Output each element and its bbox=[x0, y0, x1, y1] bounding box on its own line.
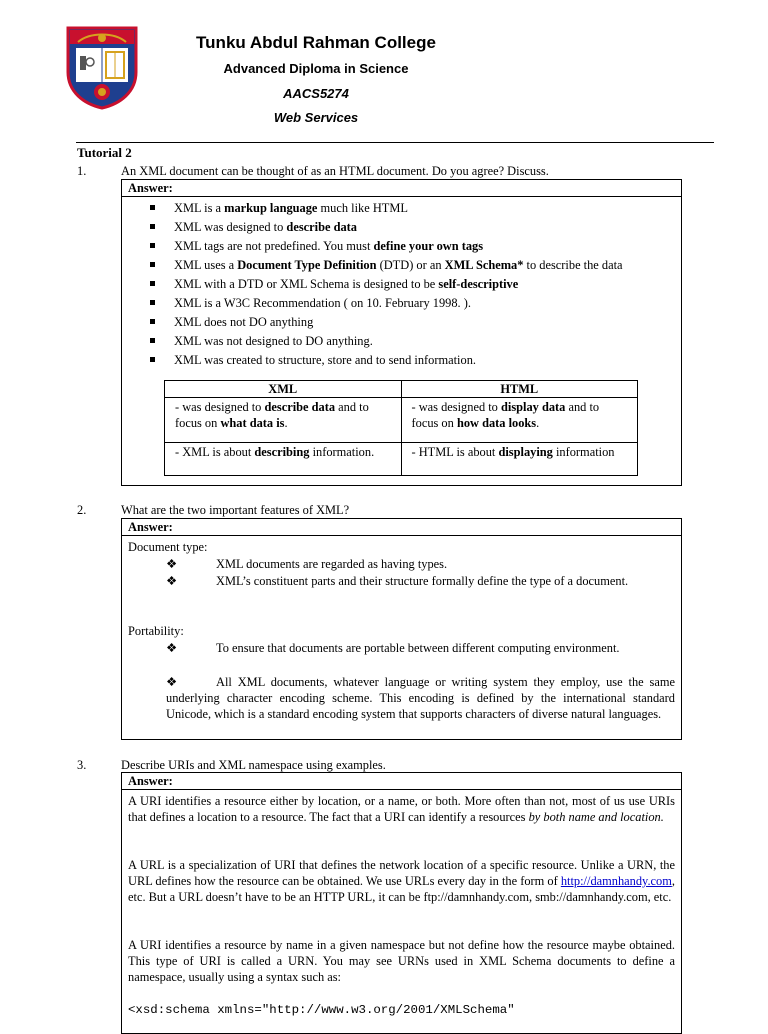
course-code: AACS5274 bbox=[283, 86, 349, 101]
diamond-bullet-icon: ❖ bbox=[166, 675, 178, 689]
square-bullet-icon bbox=[150, 319, 155, 324]
square-bullet-icon bbox=[150, 357, 155, 362]
question-3-number: 3. bbox=[77, 758, 87, 772]
college-crest-logo bbox=[66, 26, 138, 110]
question-1-text: An XML document can be thought of as an HTML document. Do you agree? Discuss. bbox=[121, 164, 549, 178]
table-header-xml: XML bbox=[165, 381, 402, 398]
answer-box-2 bbox=[121, 518, 682, 740]
doc-type-label: Document type: bbox=[128, 540, 208, 554]
doc-type-item-1: ❖ XML documents are regarded as having types. bbox=[166, 557, 448, 571]
portability-item-1: ❖ To ensure that documents are portable between different computing environment. bbox=[166, 641, 620, 655]
table-header-html: HTML bbox=[401, 381, 638, 398]
page-header bbox=[0, 0, 768, 140]
portability-item-2: ❖ All XML documents, whatever language or writing system they employ, use the same underlying character encoding scheme. This encoding is defined by the international standard Unicode, which is a standard encoding system that supports characters of diverse natural languages. bbox=[166, 675, 675, 721]
answer-label: Answer: bbox=[122, 773, 681, 790]
square-bullet-icon bbox=[150, 224, 155, 229]
diamond-bullet-icon: ❖ bbox=[166, 641, 178, 655]
course-title: Web Services bbox=[273, 110, 359, 125]
square-bullet-icon bbox=[150, 300, 155, 305]
uri-paragraph: A URI identifies a resource either by location, or a name, or both. More often than not, most of us use URIs that defines a location to a resource. The fact that a URI can identify a resources by both name and location. bbox=[128, 794, 675, 824]
answer-box-3 bbox=[121, 772, 682, 1034]
question-1-number: 1. bbox=[77, 164, 87, 178]
college-name: Tunku Abdul Rahman College bbox=[196, 33, 436, 52]
table-row bbox=[165, 443, 638, 476]
square-bullet-icon bbox=[150, 205, 155, 210]
answer-label: Answer: bbox=[122, 180, 681, 197]
square-bullet-icon bbox=[150, 281, 155, 286]
url-paragraph: A URL is a specialization of URI that defines the network location of a specific resource. Unlike a URN, the URL defines how the resource can be obtained. We use URLs every day in the form of http://damnhandy.com, etc. But a URL doesn’t have to be an HTTP URL, it can be ftp://damnhandy.com, smb://damnhandy.com, etc. bbox=[128, 858, 675, 904]
table-row bbox=[165, 398, 638, 443]
xml-html-comparison-table bbox=[164, 380, 638, 476]
answer-box-1 bbox=[121, 179, 682, 486]
tutorial-title: Tutorial 2 bbox=[77, 145, 132, 160]
answer-1-bullet-item: XML is a W3C Recommendation ( on 10. February 1998. ). bbox=[144, 295, 675, 311]
doc-type-item-2: ❖ XML’s constituent parts and their structure formally define the type of a document. bbox=[166, 574, 629, 588]
table-cell-xml: - was designed to describe data and to focus on what data is. bbox=[165, 398, 402, 443]
answer-label: Answer: bbox=[122, 519, 681, 536]
programme-name: Advanced Diploma in Science bbox=[223, 61, 409, 76]
diamond-bullet-icon: ❖ bbox=[166, 574, 178, 588]
answer-1-bullet-item: XML does not DO anything bbox=[144, 314, 675, 330]
question-2-number: 2. bbox=[77, 503, 87, 517]
damnhandy-link[interactable]: http://damnhandy.com bbox=[560, 874, 672, 888]
schema-code-snippet: <xsd:schema xmlns="http://www.w3.org/2001/XMLSchema" bbox=[128, 1003, 515, 1017]
header-divider bbox=[76, 142, 714, 143]
answer-1-bullet-item: XML is a markup language much like HTML bbox=[144, 200, 675, 216]
urn-paragraph: A URI identifies a resource by name in a given namespace but not define how the resource maybe obtained. This type of URI is called a URN. You may see URNs used in XML Schema documents to define a namespace, usually using a syntax such as: bbox=[128, 938, 675, 984]
square-bullet-icon bbox=[150, 243, 155, 248]
square-bullet-icon bbox=[150, 338, 155, 343]
square-bullet-icon bbox=[150, 262, 155, 267]
answer-1-bullet-list bbox=[144, 200, 675, 371]
table-cell-html: - HTML is about displaying information bbox=[401, 443, 638, 476]
portability-label: Portability: bbox=[128, 624, 184, 638]
diamond-bullet-icon: ❖ bbox=[166, 557, 178, 571]
answer-1-bullet-item: XML uses a Document Type Definition (DTD) or an XML Schema* to describe the data bbox=[144, 257, 675, 273]
table-cell-html: - was designed to display data and to focus on how data looks. bbox=[401, 398, 638, 443]
answer-1-bullet-item: XML was designed to describe data bbox=[144, 219, 675, 235]
answer-1-bullet-item: XML tags are not predefined. You must define your own tags bbox=[144, 238, 675, 254]
answer-1-bullet-item: XML was created to structure, store and to send information. bbox=[144, 352, 675, 368]
answer-1-bullet-item: XML with a DTD or XML Schema is designed to be self-descriptive bbox=[144, 276, 675, 292]
answer-1-bullet-item: XML was not designed to DO anything. bbox=[144, 333, 675, 349]
question-2-text: What are the two important features of XML? bbox=[121, 503, 350, 517]
table-cell-xml: - XML is about describing information. bbox=[165, 443, 402, 476]
question-3-text: Describe URIs and XML namespace using examples. bbox=[121, 758, 386, 772]
